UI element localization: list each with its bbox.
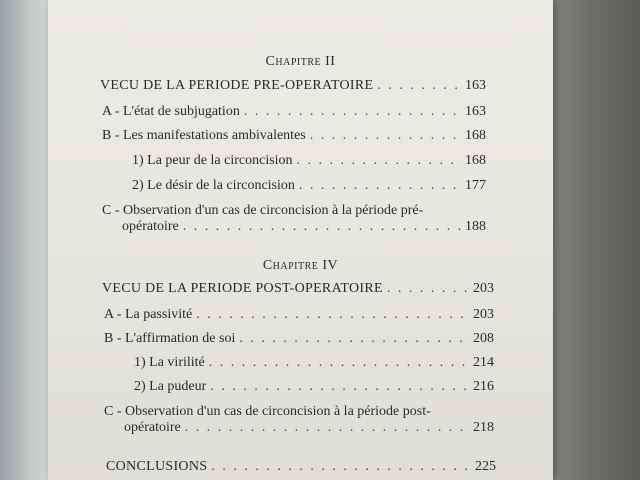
page-number: 163 <box>465 104 486 119</box>
toc-entry-chapter-4-b1 <box>134 355 494 371</box>
chapter-2-heading: Chapitre II <box>265 54 336 69</box>
entry-label: 1) La virilité <box>134 355 205 370</box>
chapter-4-heading: Chapitre IV <box>262 258 339 273</box>
entry-label: A - L'état de subjugation <box>102 104 240 119</box>
toc-entry-conclusions <box>106 459 496 475</box>
dot-leader <box>377 78 461 94</box>
dot-leader <box>183 219 461 235</box>
toc-entry-chapter-4-c-line1: C - Observation d'un cas de circoncision à la période post- <box>104 404 431 419</box>
dot-leader <box>209 355 469 371</box>
page-number: 177 <box>465 178 486 193</box>
page-number: 218 <box>473 420 494 435</box>
toc-entry-chapter-2-b2 <box>132 178 486 194</box>
page-number: 203 <box>473 281 494 296</box>
toc-entry-chapter-2-title <box>100 78 486 94</box>
dot-leader <box>211 459 471 475</box>
page-number: 188 <box>465 219 486 234</box>
table-of-contents <box>48 0 553 480</box>
entry-label: VECU DE LA PERIODE PRE-OPERATOIRE <box>100 78 374 93</box>
entry-label: 2) La pudeur <box>134 379 207 394</box>
entry-label: B - Les manifestations ambivalentes <box>102 128 306 143</box>
entry-label: CONCLUSIONS <box>106 459 208 474</box>
dot-leader <box>244 104 461 120</box>
page-number: 168 <box>465 153 486 168</box>
entry-label: B - L'affirmation de soi <box>104 331 236 346</box>
dot-leader <box>185 420 469 436</box>
entry-label: VECU DE LA PERIODE POST-OPERATOIRE <box>102 281 383 296</box>
page-number: 208 <box>473 331 494 346</box>
toc-entry-chapter-4-a <box>104 307 494 323</box>
toc-entry-chapter-4-b2 <box>134 379 494 395</box>
toc-entry-chapter-2-c-line2 <box>122 219 486 235</box>
toc-entry-chapter-2-b1 <box>132 153 486 169</box>
dot-leader <box>297 153 461 169</box>
page-number: 168 <box>465 128 486 143</box>
toc-entry-chapter-4-title <box>102 281 494 297</box>
page-number: 216 <box>473 379 494 394</box>
toc-entry-chapter-4-b <box>104 331 494 347</box>
page-number: 203 <box>473 307 494 322</box>
entry-label: opératoire <box>122 219 179 234</box>
entry-label: A - La passivité <box>104 307 193 322</box>
toc-entry-chapter-4-c-line2 <box>124 420 494 436</box>
dot-leader <box>299 178 461 194</box>
dot-leader <box>387 281 469 297</box>
toc-entry-chapter-2-a <box>102 104 486 120</box>
toc-entry-chapter-2-b <box>102 128 486 144</box>
page-number: 163 <box>465 78 486 93</box>
book-page <box>48 0 553 480</box>
dot-leader <box>310 128 461 144</box>
entry-label: 1) La peur de la circoncision <box>132 153 293 168</box>
dot-leader <box>239 331 469 347</box>
toc-entry-chapter-2-c-line1: C - Observation d'un cas de circoncision à la période pré- <box>102 203 424 218</box>
dot-leader <box>196 307 469 323</box>
page-number: 225 <box>475 459 496 474</box>
entry-label: opératoire <box>124 420 181 435</box>
dot-leader <box>210 379 469 395</box>
background-right-surface <box>553 0 640 480</box>
page-number: 214 <box>473 355 494 370</box>
entry-label: 2) Le désir de la circoncision <box>132 178 295 193</box>
